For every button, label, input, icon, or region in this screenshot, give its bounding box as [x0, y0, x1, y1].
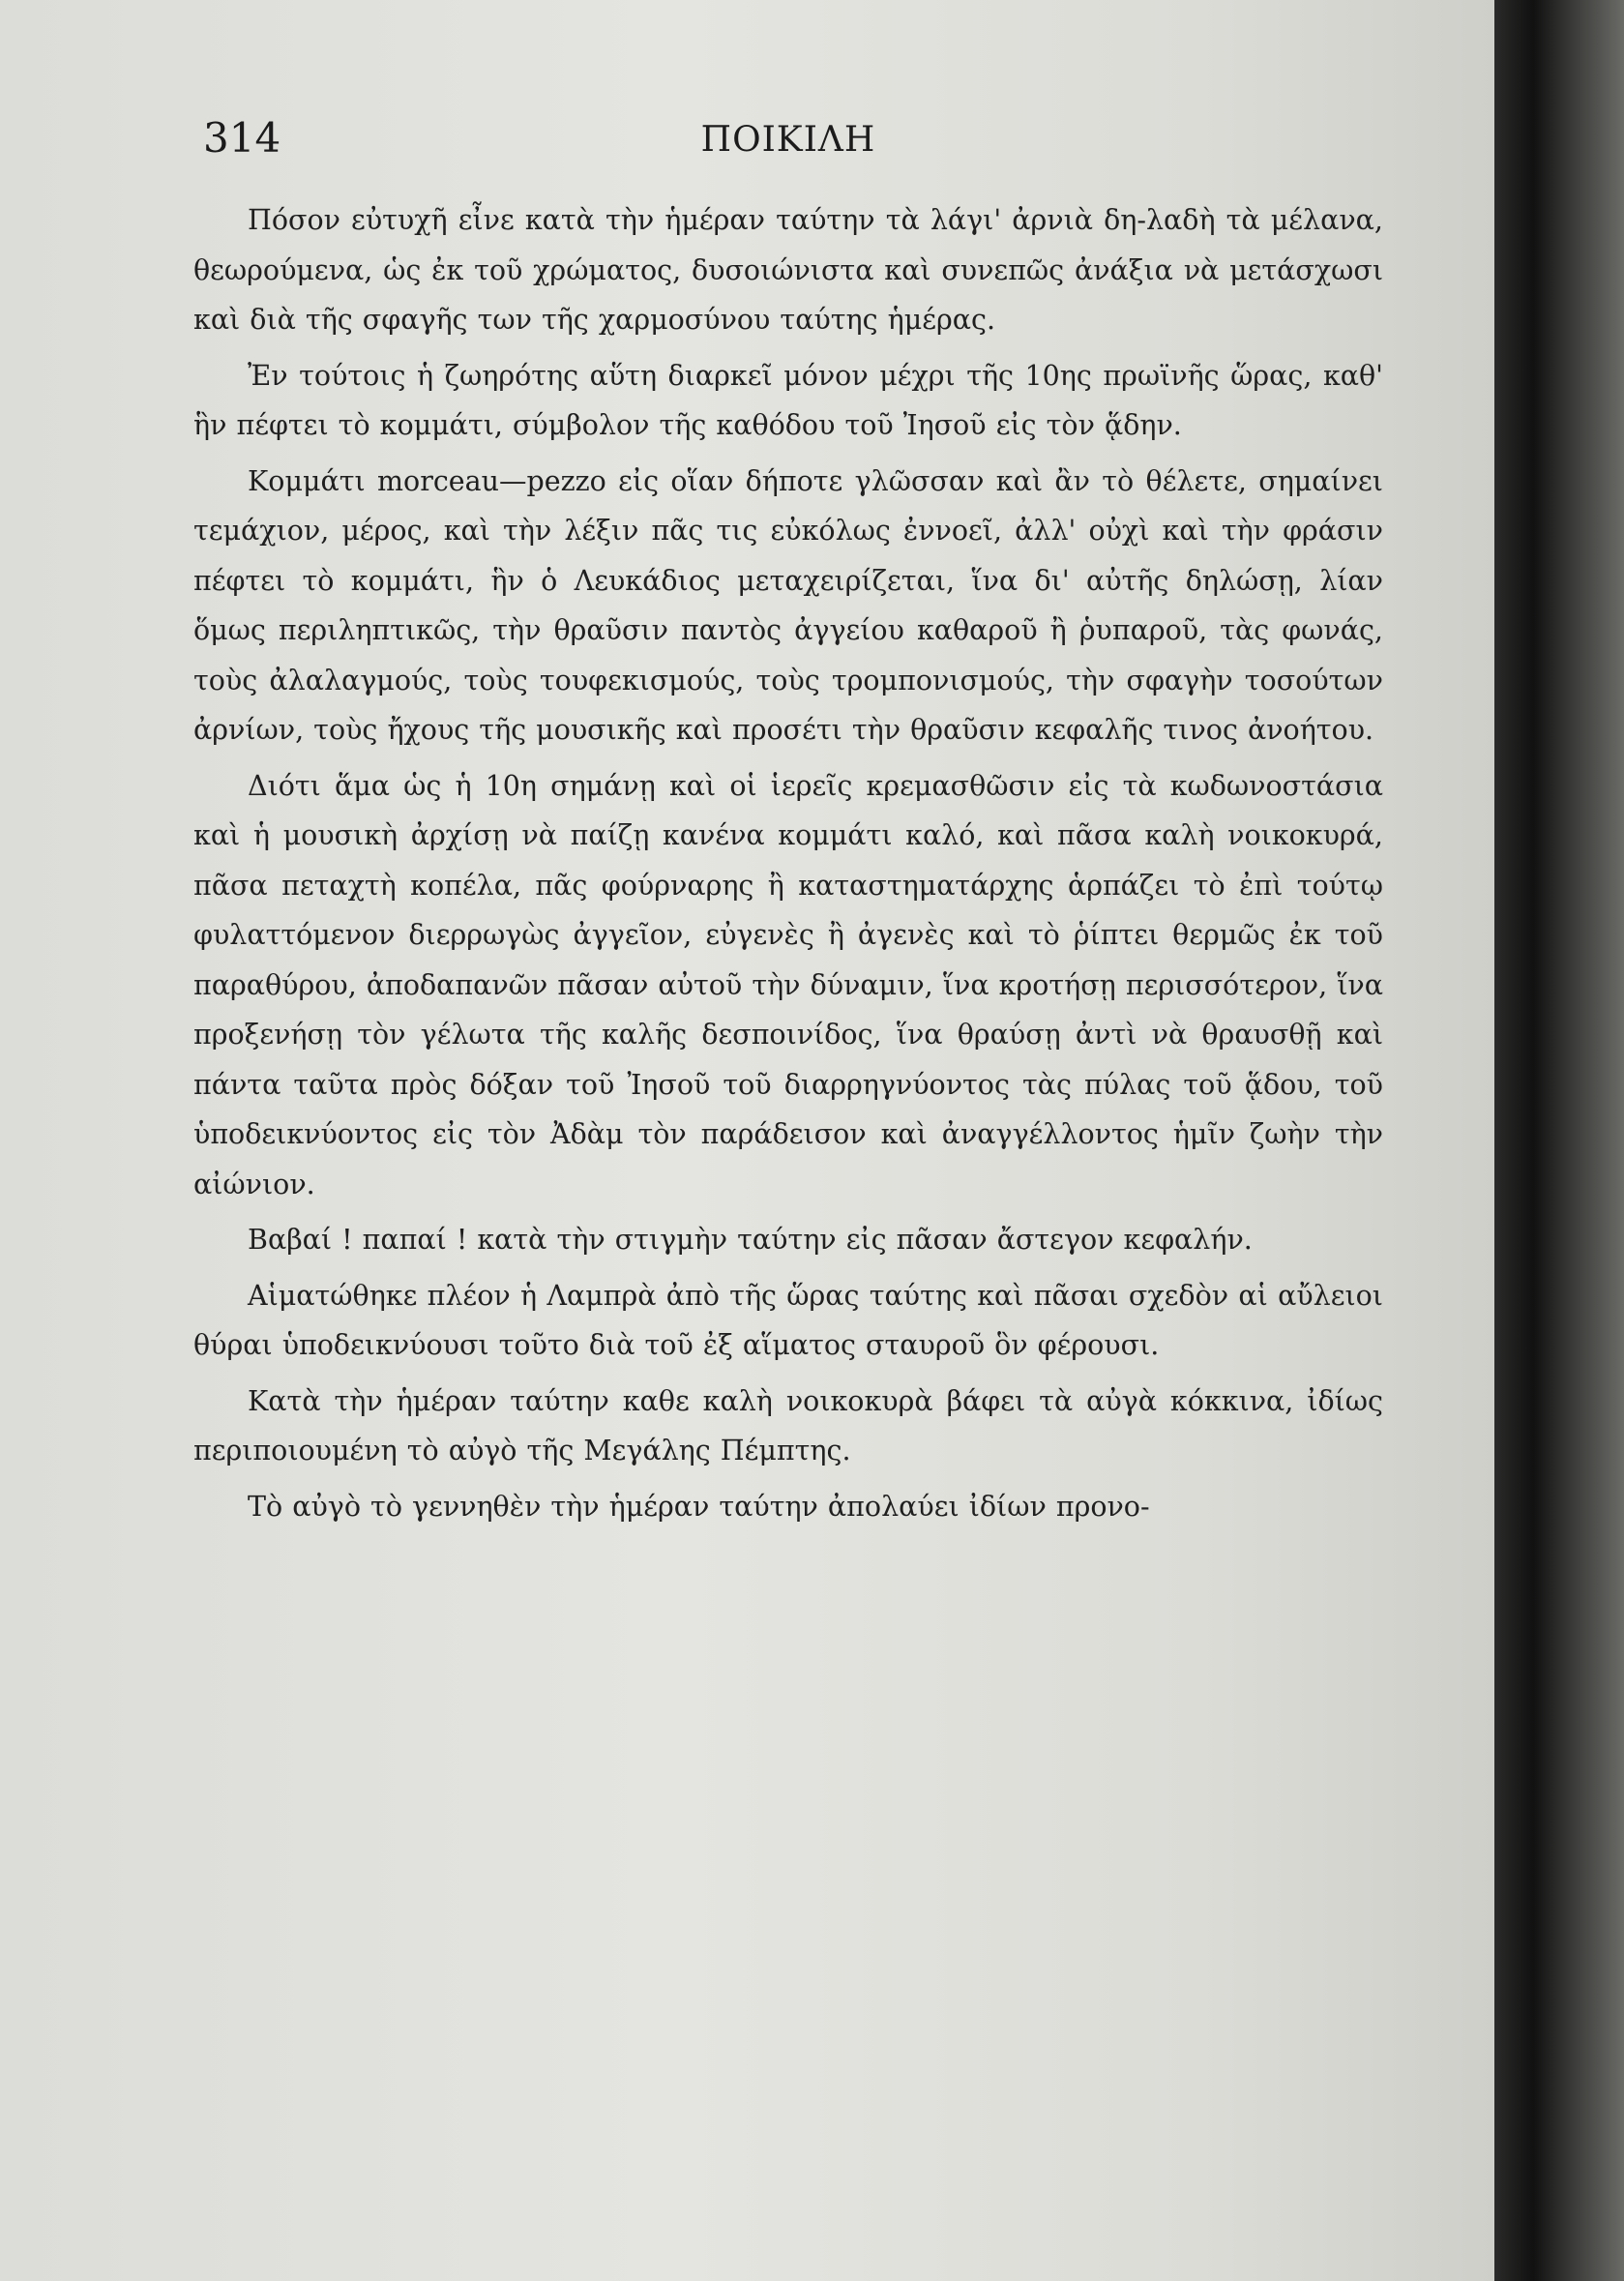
- paragraph: Διότι ἅμα ὡς ἡ 10η σημάνῃ καὶ οἱ ἱερεῖς κρεμασθῶσιν εἰς τὰ κωδωνοστάσια καὶ ἡ μουσικὴ ἀρχίσῃ νὰ παίζῃ κανένα κομμάτι καλό, καὶ πᾶσα καλὴ νοικοκυρά, πᾶσα πεταχτὴ κοπέλα, πᾶς φούρναρης ἢ καταστηματάρχης ἁρπάζει τὸ ἐπὶ τούτῳ φυλαττόμενον διερρωγὼς ἀγγεῖον, εὐγενὲς ἢ ἀγενὲς καὶ τὸ ῥίπτει θερμῶς ἐκ τοῦ παραθύρου, ἀποδαπανῶν πᾶσαν αὐτοῦ τὴν δύναμιν, ἵνα κροτήσῃ περισσότερον, ἵνα προξενήσῃ τὸν γέλωτα τῆς καλῆς δεσποινίδος, ἵνα θραύσῃ ἀντὶ νὰ θραυσθῇ καὶ πάντα ταῦτα πρὸς δόξαν τοῦ Ἰησοῦ τοῦ διαρρηγνύοντος τὰς πύλας τοῦ ᾅδου, τοῦ ὑποδεικνύοντος εἰς τὸν Ἀδὰμ τὸν παράδεισον καὶ ἀναγγέλλοντος ἡμῖν ζωὴν τὴν αἰώνιον.: [193, 769, 1383, 1200]
- book-gutter-shadow: [1494, 0, 1624, 2281]
- page-number: 314: [203, 114, 281, 162]
- paragraph: Κατὰ τὴν ἡμέραν ταύτην καθε καλὴ νοικοκυρὰ βάφει τὰ αὐγὰ κόκκινα, ἰδίως περιποιουμένη τὸ αὐγὸ τῆς Μεγάλης Πέμπτης.: [193, 1384, 1383, 1466]
- body-text: [193, 195, 1383, 1537]
- paragraph: Τὸ αὐγὸ τὸ γεννηθὲν τὴν ἡμέραν ταύτην ἀπολαύει ἰδίων προνο-: [248, 1490, 1150, 1523]
- page-header: [193, 114, 1383, 182]
- paragraph: Πόσον εὐτυχῆ εἶνε κατὰ τὴν ἡμέραν ταύτην τὰ λάγι' ἀρνιὰ δη-λαδὴ τὰ μέλανα, θεωρούμενα, ὡς ἐκ τοῦ χρώματος, δυσοιώνιστα καὶ συνεπῶς ἀνάξια νὰ μετάσχωσι καὶ διὰ τῆς σφαγῆς των τῆς χαρμοσύνου ταύτης ἡμέρας.: [193, 204, 1383, 336]
- paragraph: Αἱματώθηκε πλέον ἡ Λαμπρὰ ἀπὸ τῆς ὥρας ταύτης καὶ πᾶσαι σχεδὸν αἱ αὔλειοι θύραι ὑποδεικνύουσι τοῦτο διὰ τοῦ ἐξ αἵματος σταυροῦ ὃν φέρουσι.: [193, 1279, 1383, 1361]
- paragraph: Βαβαί ! παπαί ! κατὰ τὴν στιγμὴν ταύτην εἰς πᾶσαν ἄστεγον κεφαλήν.: [248, 1224, 1253, 1256]
- paragraph: Ἐν τούτοις ἡ ζωηρότης αὕτη διαρκεῖ μόνον μέχρι τῆς 10ης πρωϊνῆς ὥρας, καθ' ἣν πέφτει τὸ κομμάτι, σύμβολον τῆς καθόδου τοῦ Ἰησοῦ εἰς τὸν ᾅδην.: [193, 359, 1383, 441]
- paragraph: Κομμάτι morceau—pezzo εἰς οἵαν δήποτε γλῶσσαν καὶ ἂν τὸ θέλετε, σημαίνει τεμάχιον, μέρος, καὶ τὴν λέξιν πᾶς τις εὐκόλως ἐννοεῖ, ἀλλ' οὐχὶ καὶ τὴν φράσιν πέφτει τὸ κομμάτι, ἣν ὁ Λευκάδιος μεταχειρίζεται, ἵνα δι' αὐτῆς δηλώσῃ, λίαν ὅμως περιληπτικῶς, τὴν θραῦσιν παντὸς ἀγγείου καθαροῦ ἢ ῥυπαροῦ, τὰς φωνάς, τοὺς ἀλαλαγμούς, τοὺς τουφεκισμούς, τοὺς τρομπονισμούς, τὴν σφαγὴν τοσούτων ἀρνίων, τοὺς ἤχους τῆς μουσικῆς καὶ προσέτι τὴν θραῦσιν κεφαλῆς τινος ἀνοήτου.: [193, 464, 1383, 746]
- running-title: ΠΟΙΚΙΛΗ: [700, 120, 876, 160]
